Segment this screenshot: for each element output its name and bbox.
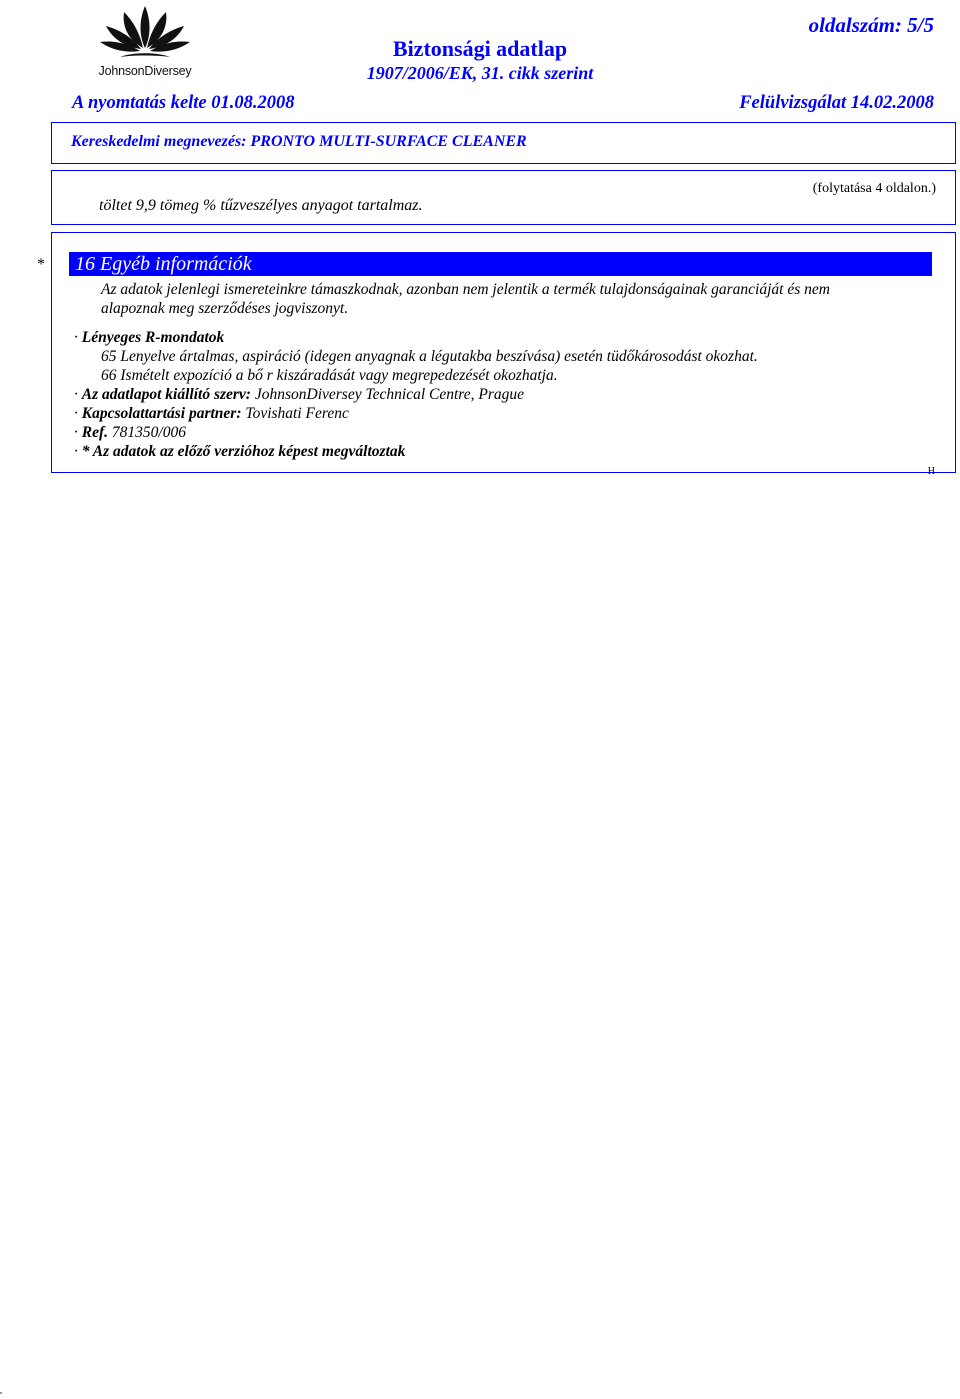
trade-name: Kereskedelmi megnevezés: PRONTO MULTI-SURFACE CLEANER bbox=[71, 133, 527, 150]
issuer-label: Az adatlapot kiállító szerv: bbox=[81, 386, 251, 403]
changed-note-row bbox=[74, 443, 405, 461]
bullet: · bbox=[74, 386, 78, 403]
section-header-bar bbox=[69, 252, 932, 276]
ref-value: 781350/006 bbox=[111, 424, 186, 441]
issuer-value: JohnsonDiversey Technical Centre, Prague bbox=[254, 386, 525, 403]
intro-line-1: Az adatok jelenlegi ismereteinkre támaszkodnak, azonban nem jelentik a termék tulajdonságainak garanciáját és nem bbox=[101, 281, 830, 298]
revision-date: Felülvizsgálat 14.02.2008 bbox=[739, 93, 934, 113]
previous-section-box bbox=[51, 170, 956, 225]
logo-wordmark: JohnsonDiversey bbox=[98, 64, 192, 78]
corner-mark bbox=[0, 1392, 2, 1394]
section-title: 16 Egyéb információk bbox=[75, 253, 252, 275]
intro-line-2: alapoznak meg szerződéses jogviszonyt. bbox=[101, 300, 349, 317]
page-number: oldalszám: 5/5 bbox=[808, 13, 934, 37]
contact-row bbox=[74, 405, 349, 423]
document-subtitle: 1907/2006/EK, 31. cikk szerint bbox=[366, 63, 594, 83]
contact-value: Tovishati Ferenc bbox=[245, 405, 349, 422]
ref-label: Ref. bbox=[81, 424, 109, 441]
previous-section-text: töltet 9,9 tömeg % tűzveszélyes anyagot tartalmaz. bbox=[99, 197, 423, 214]
bullet: · bbox=[74, 443, 78, 460]
r-phrases-label: Lényeges R-mondatok bbox=[81, 329, 225, 346]
print-date: A nyomtatás kelte 01.08.2008 bbox=[72, 93, 295, 113]
contact-label: Kapcsolattartási partner: bbox=[81, 405, 242, 422]
change-marker: * bbox=[37, 256, 45, 273]
r-phrase-65: 65 Lenyelve ártalmas, aspiráció (idegen anyagnak a légutakba beszívása) esetén tüdőkárosodást okozhat. bbox=[101, 348, 758, 365]
r-phrase-66: 66 Ismételt expozíció a bő r kiszáradását vagy megrepedezését okozhatja. bbox=[101, 367, 558, 384]
section-16-box bbox=[51, 232, 956, 477]
bullet: · bbox=[74, 329, 78, 346]
r-phrases-heading bbox=[74, 329, 224, 347]
bullet: · bbox=[74, 405, 78, 422]
bullet: · bbox=[74, 424, 78, 441]
continued-note: (folytatása 4 oldalon.) bbox=[812, 181, 936, 196]
ref-row bbox=[74, 424, 186, 442]
country-code: H bbox=[927, 466, 935, 477]
trade-name-box bbox=[51, 122, 956, 164]
document-title: Biztonsági adatlap bbox=[392, 36, 568, 61]
issuer-row bbox=[74, 386, 524, 404]
changed-note: * Az adatok az előző verzióhoz képest megváltoztak bbox=[81, 443, 406, 460]
